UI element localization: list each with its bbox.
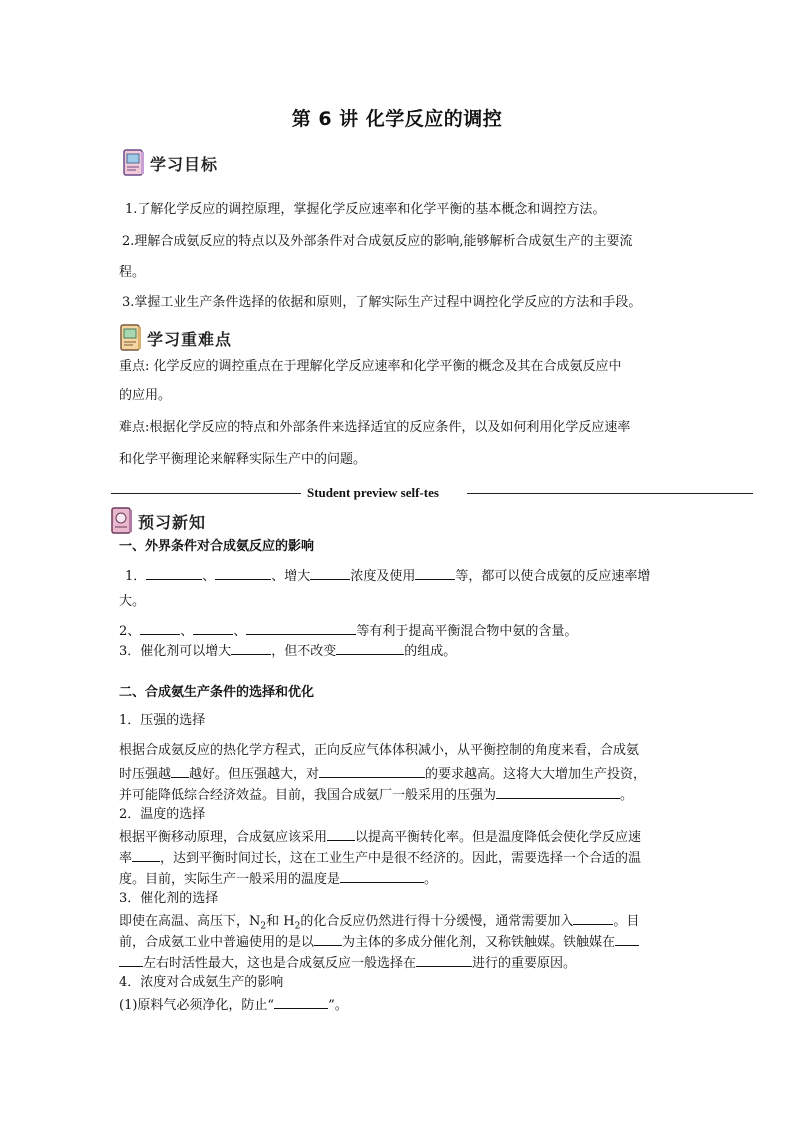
question-3 (119, 641, 456, 661)
answer-blank[interactable] (327, 827, 355, 841)
section-header-key-points (119, 323, 232, 353)
temperature-line-3 (119, 869, 437, 889)
answer-blank[interactable] (496, 785, 620, 799)
answer-blank[interactable] (319, 764, 425, 778)
objective-line-2: 2.理解合成氨反应的特点以及外部条件对合成氨反应的影响,能够解析合成氨生产的主要流 (122, 234, 633, 249)
q3-text-b: ，但不改变 (271, 644, 337, 659)
q3-text-c: 的组成。 (404, 644, 457, 659)
answer-blank[interactable] (146, 566, 202, 580)
temperature-text-e: 度。目前，实际生产一般采用的温度是 (119, 872, 341, 887)
pressure-text-d: 并可能降低综合经济效益。目前，我国合成氨厂一般采用的压强为 (119, 788, 497, 803)
objective-line-1: 1.了解化学反应的调控原理，掌握化学反应速率和化学平衡的基本概念和调控方法。 (125, 202, 606, 217)
key-point-line-2: 的应用。 (119, 388, 172, 403)
q2-number: 2、 (119, 624, 141, 639)
q2-text-c: 等有利于提高平衡混合物中氨的含量。 (356, 624, 578, 639)
temperature-text-f: 。 (424, 872, 438, 887)
catalyst-text-b: 和 H (266, 914, 295, 929)
answer-blank[interactable] (615, 932, 639, 946)
q3-text-a: 3．催化剂可以增大 (119, 644, 232, 659)
section-label-preview: 预习新知 (138, 512, 207, 532)
answer-blank[interactable] (140, 621, 180, 635)
section-label-objectives: 学习目标 (150, 154, 219, 174)
divider-label: Student preview self-tes (307, 485, 439, 500)
book-icon (119, 323, 143, 353)
catalyst-text-f: 为主体的多成分催化剂，又称铁触媒。铁触媒在 (342, 935, 616, 950)
q1-number: 1． (125, 569, 147, 584)
question-2 (119, 621, 577, 641)
temperature-text-c: 率 (119, 851, 133, 866)
answer-blank[interactable] (416, 953, 472, 967)
section-header-preview (110, 506, 206, 536)
q1-text-a: 、 (202, 569, 216, 584)
catalyst-text-c: 的化合反应仍然进行得十分缓慢，通常需要加入 (300, 914, 574, 929)
answer-blank[interactable] (336, 641, 404, 655)
pressure-text-b: 越好。但压强越大，对 (189, 767, 320, 782)
notebook-icon (110, 506, 134, 536)
pressure-text-e: 。 (620, 788, 634, 803)
catalyst-text-e: 前，合成氨工业中普遍使用的是以 (119, 935, 315, 950)
temperature-line-2 (119, 848, 641, 868)
key-point-line-4: 和化学平衡理论来解释实际生产中的问题。 (119, 452, 367, 467)
pressure-title: 1．压强的选择 (119, 713, 206, 728)
catalyst-text-g: 左右时活性最大，这也是合成氨反应一般选择在 (143, 956, 417, 971)
concentration-title: 4．浓度对合成氨生产的影响 (119, 975, 284, 990)
catalyst-line-3 (119, 953, 576, 973)
book-icon (122, 148, 146, 178)
answer-blank[interactable] (132, 848, 160, 862)
answer-blank[interactable] (171, 764, 189, 778)
section-divider (111, 485, 753, 501)
q2-text-a: 、 (180, 624, 194, 639)
answer-blank[interactable] (231, 641, 271, 655)
objective-line-4: 3.掌握工业生产条件选择的依据和原则，了解实际生产过程中调控化学反应的方法和手段。 (122, 295, 642, 310)
key-point-line-3: 难点:根据化学反应的特点和外部条件来选择适宜的反应条件，以及如何利用化学反应速率 (119, 420, 631, 435)
temperature-text-d: ，达到平衡时间过长，这在工业生产中是很不经济的。因此，需要选择一个合适的温 (160, 851, 642, 866)
key-point-line-1: 重点: 化学反应的调控重点在于理解化学反应速率和化学平衡的概念及其在合成氨反应中 (119, 359, 622, 374)
pressure-text-c: 的要求越高。这将大大增加生产投资， (425, 767, 647, 782)
answer-blank[interactable] (573, 911, 613, 925)
answer-blank[interactable] (215, 566, 271, 580)
concentration-text-b: ”。 (328, 998, 348, 1013)
q1-text-d: 等，都可以使合成氨的反应速率增 (455, 569, 651, 584)
answer-blank[interactable] (340, 869, 424, 883)
temperature-text-b: 以提高平衡转化率。但是温度降低会使化学反应速 (355, 830, 642, 845)
catalyst-text-d: 。目 (613, 914, 640, 929)
section-header-objectives (122, 148, 218, 178)
pressure-text-a: 时压强越 (119, 767, 172, 782)
temperature-line-1 (119, 827, 641, 847)
question-1-line-2: 大。 (119, 594, 146, 609)
concentration-line-1 (119, 995, 348, 1015)
pressure-line-2 (119, 764, 646, 784)
answer-blank[interactable] (274, 995, 328, 1009)
page-title: 第 6 讲 化学反应的调控 (291, 108, 503, 130)
answer-blank[interactable] (246, 621, 356, 635)
part1-heading: 一、外界条件对合成氨反应的影响 (119, 539, 315, 554)
answer-blank[interactable] (119, 953, 143, 967)
temperature-text-a: 根据平衡移动原理，合成氨应该采用 (119, 830, 328, 845)
objective-line-3: 程。 (119, 265, 146, 280)
section-label-key-points: 学习重难点 (147, 329, 233, 349)
question-1-line-1 (125, 566, 650, 586)
q1-text-c: 浓度及使用 (350, 569, 416, 584)
pressure-line-1: 根据合成氨反应的热化学方程式，正向反应气体体积减小，从平衡控制的角度来看，合成氨 (119, 743, 640, 758)
answer-blank[interactable] (415, 566, 455, 580)
catalyst-text-a: 即使在高温、高压下，N (119, 914, 261, 929)
q1-text-b: 、增大 (271, 569, 311, 584)
answer-blank[interactable] (314, 932, 342, 946)
pressure-line-3 (119, 785, 633, 805)
catalyst-line-2 (119, 932, 639, 952)
answer-blank[interactable] (193, 621, 233, 635)
part2-heading: 二、合成氨生产条件的选择和优化 (119, 685, 315, 700)
catalyst-title: 3．催化剂的选择 (119, 891, 219, 906)
q2-text-b: 、 (233, 624, 247, 639)
subscript: 2 (294, 921, 301, 932)
concentration-text-a: (1)原料气必须净化，防止“ (119, 998, 275, 1013)
catalyst-text-h: 进行的重要原因。 (472, 956, 577, 971)
subscript: 2 (260, 921, 267, 932)
temperature-title: 2．温度的选择 (119, 807, 206, 822)
answer-blank[interactable] (310, 566, 350, 580)
